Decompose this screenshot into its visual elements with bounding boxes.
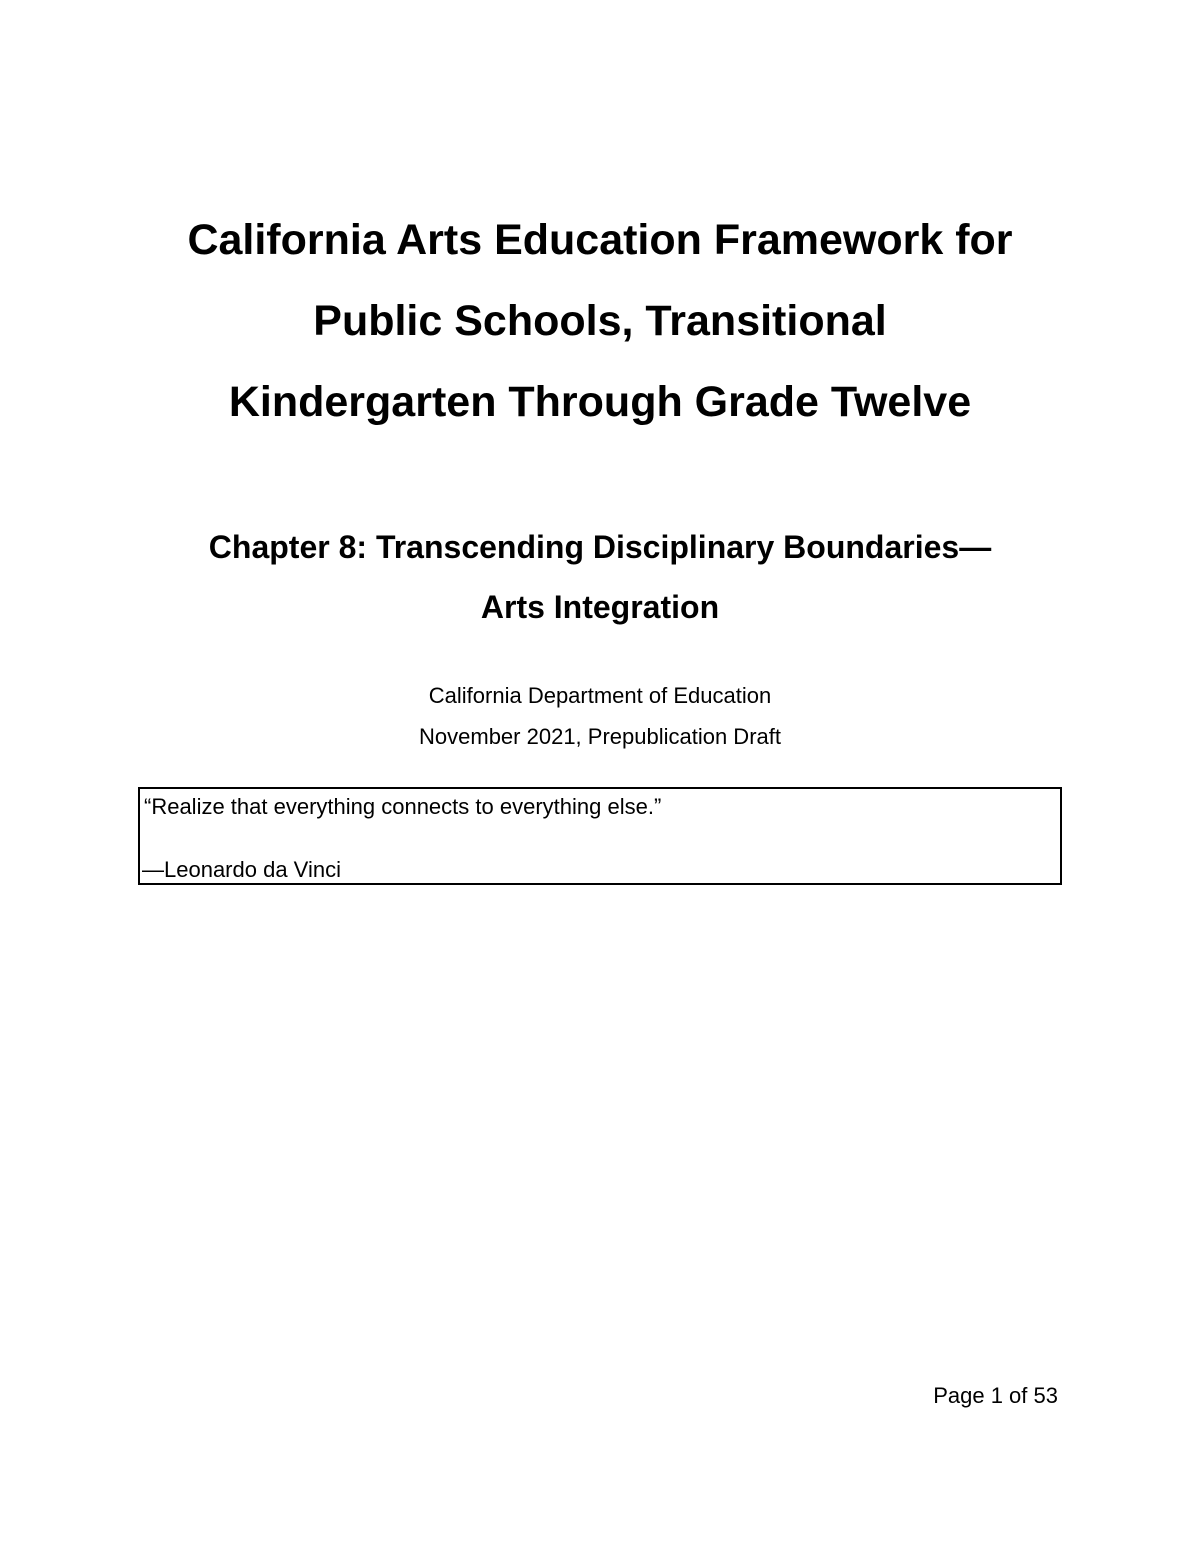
title-line-3: Kindergarten Through Grade Twelve [228,378,972,426]
quote-text: “Realize that everything connects to everything else.” [144,794,662,819]
publisher: California Department of Education [428,683,772,708]
chapter-title-line-2: Arts Integration [480,589,720,625]
title-line-2: Public Schools, Transitional [313,297,887,345]
chapter-title-line-1: Chapter 8: Transcending Disciplinary Boundaries— [208,529,992,565]
title-line-1: California Arts Education Framework for [187,216,1013,264]
quote-box [138,787,1062,885]
page-number: Page 1 of 53 [933,1383,1058,1408]
quote-attribution: —Leonardo da Vinci [142,857,341,882]
edition-date: November 2021, Prepublication Draft [419,724,781,749]
